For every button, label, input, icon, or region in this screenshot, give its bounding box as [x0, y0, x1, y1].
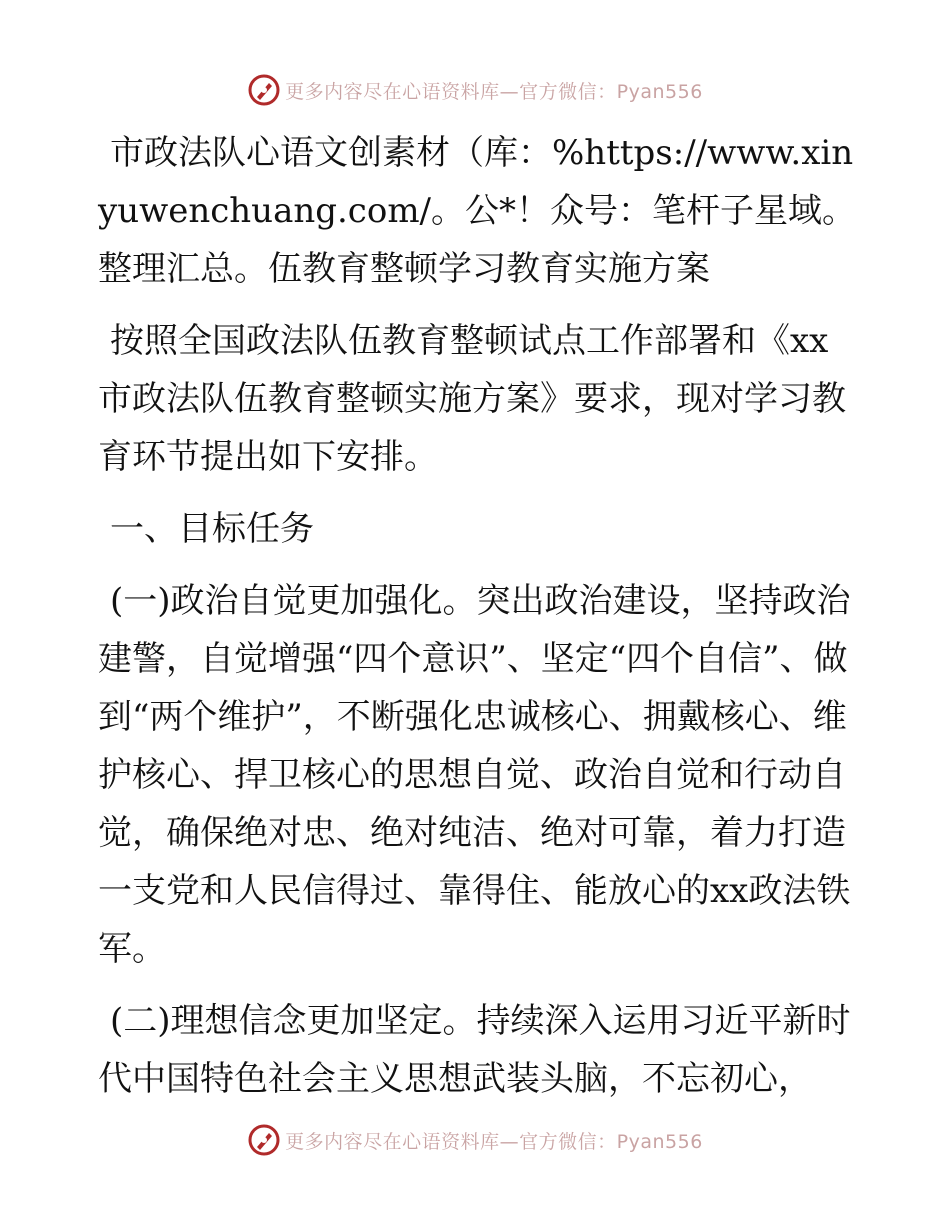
- watermark-text: 更多内容尽在心语资料库—官方微信：Pyan556: [285, 1130, 703, 1153]
- pen-seal-icon: [247, 1123, 281, 1157]
- goal-paragraph-2: (二)理想信念更加坚定。持续深入运用习近平新时代中国特色社会主义思想武装头脑，不忘初心，: [98, 1001, 851, 1099]
- intro-paragraph: 市政法队心语文创素材（库：%https://www.xinyuwenchuang.com/。公*！众号：笔杆子星域。整理汇总。伍教育整顿学习教育实施方案: [98, 133, 857, 289]
- arrangement-paragraph: 按照全国政法队伍教育整顿试点工作部署和《xx市政法队伍教育整顿实施方案》要求，现对学习教育环节提出如下安排。: [98, 321, 846, 477]
- goal-paragraph-1: (一)政治自觉更加强化。突出政治建设，坚持政治建警，自觉增强“四个意识”、坚定“四个自信”、做到“两个维护”，不断强化忠诚核心、拥戴核心、维护核心、捍卫核心的思想自觉、政治自觉和行动自觉，确保绝对忠、绝对纯洁、绝对可靠，着力打造一支党和人民信得过、靠得住、能放心的xx政法铁军。: [98, 581, 851, 969]
- pen-seal-icon: [247, 73, 281, 107]
- section-heading: 一、目标任务: [110, 509, 314, 549]
- document-body: [98, 124, 858, 1122]
- watermark-text: 更多内容尽在心语资料库—官方微信：Pyan556: [285, 80, 703, 103]
- header-watermark: [0, 70, 950, 110]
- footer-watermark: [0, 1120, 950, 1160]
